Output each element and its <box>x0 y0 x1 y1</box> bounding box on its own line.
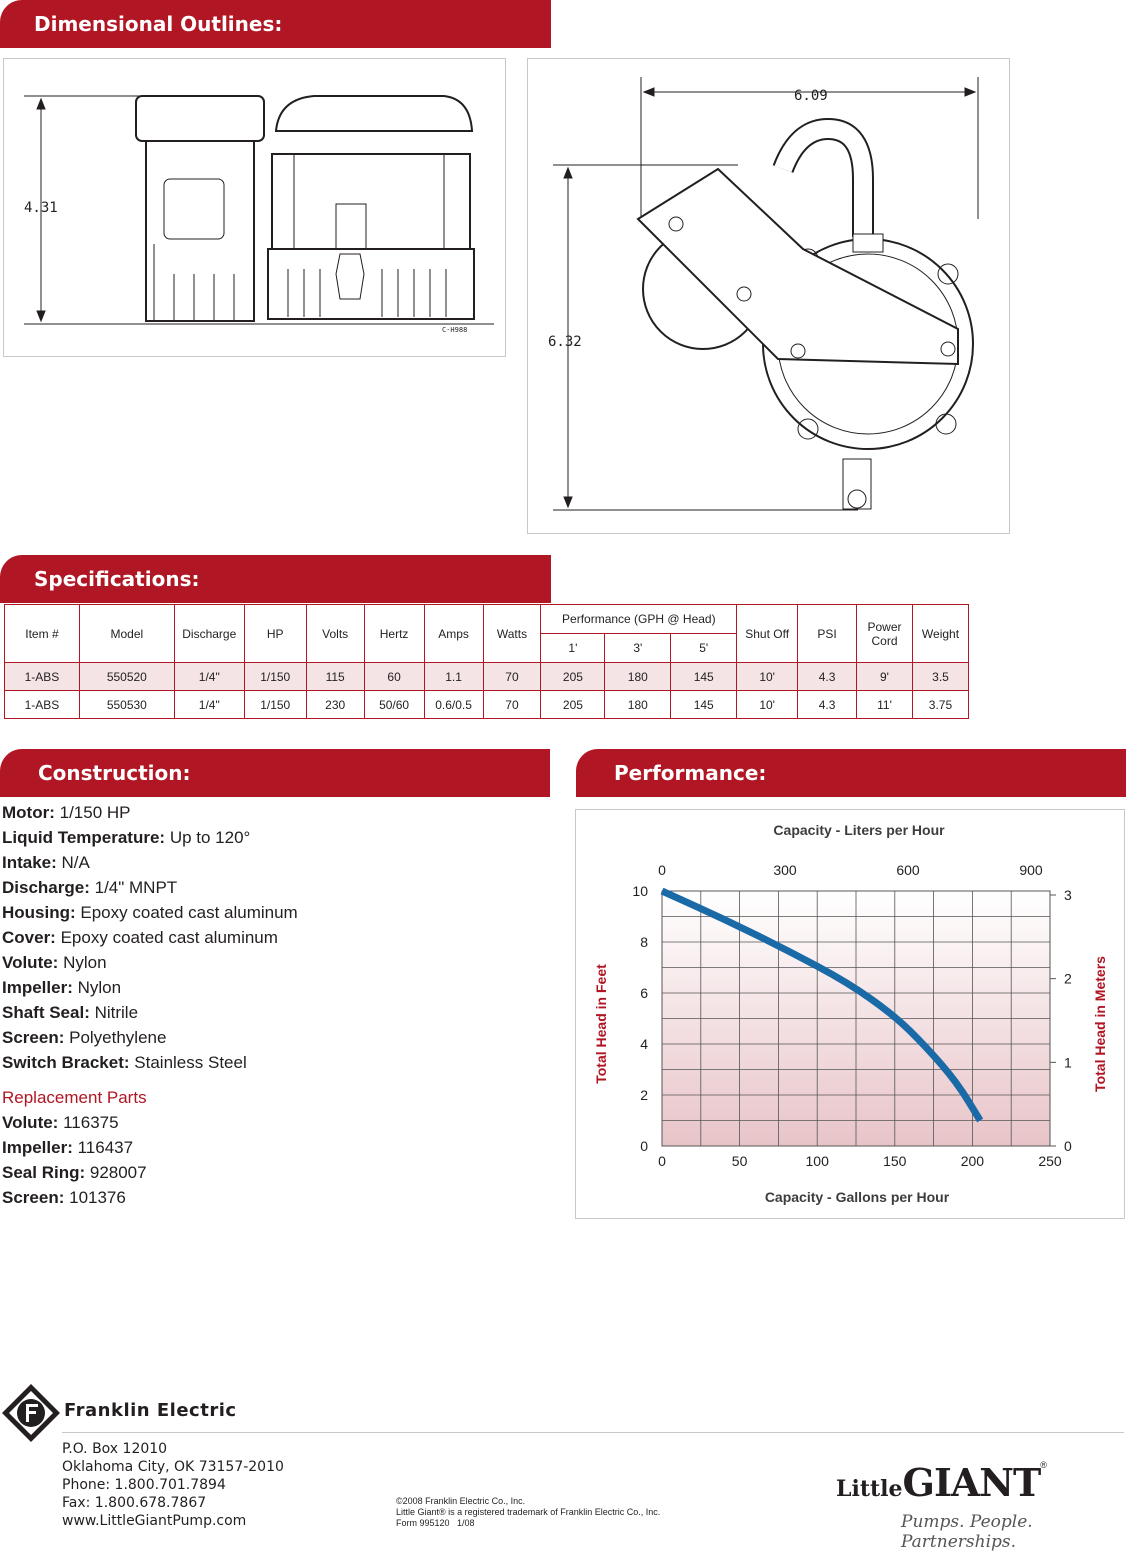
cell: 115 <box>306 663 364 691</box>
list-item <box>2 975 298 1000</box>
chart-title: Capacity - Liters per Hour <box>773 822 945 838</box>
item-value: Polyethylene <box>69 1028 167 1047</box>
cell: 1/4" <box>174 663 244 691</box>
cell: 1-ABS <box>5 663 80 691</box>
cell: 1/150 <box>244 691 306 719</box>
list-item <box>2 1000 298 1025</box>
replacement-parts-title: Replacement Parts <box>2 1088 147 1107</box>
item-label: Motor: <box>2 803 55 822</box>
cell: 145 <box>671 691 737 719</box>
item-label: Cover: <box>2 928 56 947</box>
footer-divider <box>62 1432 1124 1433</box>
item-label: Shaft Seal: <box>2 1003 90 1022</box>
list-item <box>2 875 298 900</box>
col-header: Watts <box>483 605 541 663</box>
item-label: Screen: <box>2 1188 65 1207</box>
x-tick-label: 250 <box>1038 1153 1062 1169</box>
list-item <box>2 1050 298 1075</box>
brand-little: Little <box>836 1476 903 1502</box>
x-tick-label: 50 <box>731 1153 748 1169</box>
construction-list <box>2 800 298 1210</box>
item-label: Volute: <box>2 953 59 972</box>
side-view-drawing-panel <box>3 58 506 357</box>
table-row <box>5 663 969 691</box>
col-header: Weight <box>912 605 968 663</box>
side-view-drawing <box>4 59 507 358</box>
cell: 230 <box>306 691 364 719</box>
construction-header <box>0 749 550 797</box>
col-header: Model <box>79 605 174 663</box>
cell: 60 <box>364 663 424 691</box>
y-tick-label: 10 <box>632 883 648 899</box>
company-name: Franklin Electric <box>64 1400 237 1421</box>
cell: 10' <box>737 691 798 719</box>
col-header: Volts <box>306 605 364 663</box>
item-label: Switch Bracket: <box>2 1053 130 1072</box>
x2-tick-label: 300 <box>773 862 797 878</box>
section-title: Specifications: <box>34 567 200 591</box>
list-item <box>2 900 298 925</box>
item-label: Liquid Temperature: <box>2 828 166 847</box>
copyright: ©2008 Franklin Electric Co., Inc. <box>396 1496 526 1506</box>
brand-giant: GIANT <box>902 1460 1041 1505</box>
item-value: N/A <box>61 853 90 872</box>
cell: 1/4" <box>174 691 244 719</box>
item-label: Impeller: <box>2 1138 73 1157</box>
cell: 70 <box>483 663 541 691</box>
cell: 9' <box>857 663 913 691</box>
phone: Phone: 1.800.701.7894 <box>62 1477 226 1493</box>
specifications-header <box>0 555 551 603</box>
list-item <box>2 1185 298 1210</box>
x-tick-label: 100 <box>805 1153 829 1169</box>
item-label: Impeller: <box>2 978 73 997</box>
y-axis-label: Total Head in Feet <box>593 964 609 1084</box>
y2-tick-label: 1 <box>1064 1054 1072 1071</box>
performance-chart-panel <box>575 809 1125 1219</box>
list-item <box>2 850 298 875</box>
tagline: Pumps. People. Partnerships. <box>901 1512 1033 1552</box>
list-item <box>2 1160 298 1185</box>
y2-tick-label: 0 <box>1064 1138 1072 1154</box>
item-value: 1/4" MNPT <box>94 878 178 897</box>
width-dimension: 6.09 <box>794 88 828 104</box>
item-value: Stainless Steel <box>134 1053 247 1072</box>
perf-subheader: 5' <box>671 634 737 663</box>
cell: 70 <box>483 691 541 719</box>
cell: 3.5 <box>912 663 968 691</box>
item-label: Housing: <box>2 903 76 922</box>
list-item <box>2 925 298 950</box>
table-row <box>5 691 969 719</box>
address-line: P.O. Box 12010 <box>62 1441 168 1457</box>
x2-tick-label: 600 <box>896 862 920 878</box>
perf-subheader: 1' <box>541 634 605 663</box>
y2-tick-label: 2 <box>1064 970 1072 987</box>
col-header-performance: Performance (GPH @ Head) <box>541 605 737 634</box>
y-tick-label: 8 <box>640 934 648 950</box>
address-line: Oklahoma City, OK 73157-2010 <box>62 1459 284 1475</box>
x-tick-label: 0 <box>658 1153 666 1169</box>
col-header: Item # <box>5 605 80 663</box>
x-axis-label: Capacity - Gallons per Hour <box>764 1189 950 1205</box>
y-tick-label: 0 <box>640 1138 648 1154</box>
list-item <box>2 1135 298 1160</box>
item-value: 116375 <box>63 1113 119 1132</box>
cell: 11' <box>857 691 913 719</box>
item-value: Epoxy coated cast aluminum <box>80 903 298 922</box>
form-number: Form 995120 1/08 <box>396 1518 475 1528</box>
item-value: Epoxy coated cast aluminum <box>60 928 278 947</box>
list-item <box>2 825 298 850</box>
col-header: Power Cord <box>857 605 913 663</box>
cell: 4.3 <box>798 663 857 691</box>
item-value: 928007 <box>89 1163 147 1182</box>
col-header: Hertz <box>364 605 424 663</box>
section-title: Dimensional Outlines: <box>34 12 283 36</box>
x2-tick-label: 900 <box>1019 862 1043 878</box>
specifications-table <box>4 604 969 719</box>
trademark: Little Giant® is a registered trademark of Franklin Electric Co., Inc. <box>396 1507 661 1517</box>
fax: Fax: 1.800.678.7867 <box>62 1495 207 1511</box>
cell: 1-ABS <box>5 691 80 719</box>
y2-axis-label: Total Head in Meters <box>1092 956 1108 1092</box>
y2-tick-label: 3 <box>1064 887 1072 904</box>
depth-dimension: 6.32 <box>548 334 582 350</box>
legal-notice <box>396 1496 660 1529</box>
cell: 550520 <box>79 663 174 691</box>
col-header: Shut Off <box>737 605 798 663</box>
y-tick-label: 4 <box>640 1036 648 1052</box>
cell: 0.6/0.5 <box>424 691 483 719</box>
cell: 1/150 <box>244 663 306 691</box>
perf-subheader: 3' <box>605 634 671 663</box>
list-item <box>2 1025 298 1050</box>
cell: 145 <box>671 663 737 691</box>
height-dimension: 4.31 <box>24 200 58 216</box>
item-value: Nylon <box>77 978 122 997</box>
cell: 205 <box>541 691 605 719</box>
col-header: Amps <box>424 605 483 663</box>
section-title: Performance: <box>614 761 767 785</box>
y-tick-label: 6 <box>640 985 648 1001</box>
cell: 550530 <box>79 691 174 719</box>
cell: 180 <box>605 663 671 691</box>
y-tick-label: 2 <box>640 1087 648 1103</box>
item-label: Screen: <box>2 1028 65 1047</box>
list-item <box>2 1110 298 1135</box>
x2-tick-label: 0 <box>658 862 666 878</box>
little-giant-logo <box>836 1460 1047 1505</box>
cell: 1.1 <box>424 663 483 691</box>
col-header: PSI <box>798 605 857 663</box>
col-header: Discharge <box>174 605 244 663</box>
cell: 4.3 <box>798 691 857 719</box>
item-value: Up to 120° <box>169 828 251 847</box>
dimensional-outlines-header <box>0 0 551 48</box>
cell: 50/60 <box>364 691 424 719</box>
x-tick-label: 200 <box>960 1153 985 1169</box>
item-value: 1/150 HP <box>59 803 131 822</box>
cell: 3.75 <box>912 691 968 719</box>
list-item <box>2 950 298 975</box>
cell: 205 <box>541 663 605 691</box>
drawing-code: C-H988 <box>442 326 468 334</box>
registered-mark: ® <box>1040 1460 1047 1470</box>
franklin-electric-logo-icon <box>0 1382 62 1444</box>
col-header: HP <box>244 605 306 663</box>
website-link[interactable]: www.LittleGiantPump.com <box>62 1513 247 1529</box>
performance-header <box>576 749 1126 797</box>
item-label: Intake: <box>2 853 57 872</box>
item-label: Discharge: <box>2 878 90 897</box>
item-value: 101376 <box>69 1188 126 1207</box>
item-value: 116437 <box>77 1138 134 1157</box>
item-value: Nitrile <box>94 1003 139 1022</box>
performance-chart <box>576 810 1124 1218</box>
top-view-drawing <box>528 59 1011 535</box>
item-value: Nylon <box>63 953 107 972</box>
item-label: Seal Ring: <box>2 1163 86 1182</box>
x-tick-label: 150 <box>883 1153 907 1169</box>
top-view-drawing-panel <box>527 58 1010 534</box>
list-item <box>2 800 298 825</box>
section-title: Construction: <box>38 761 191 785</box>
item-label: Volute: <box>2 1113 59 1132</box>
cell: 180 <box>605 691 671 719</box>
table-header-row <box>5 605 969 634</box>
company-address <box>62 1440 284 1530</box>
cell: 10' <box>737 663 798 691</box>
